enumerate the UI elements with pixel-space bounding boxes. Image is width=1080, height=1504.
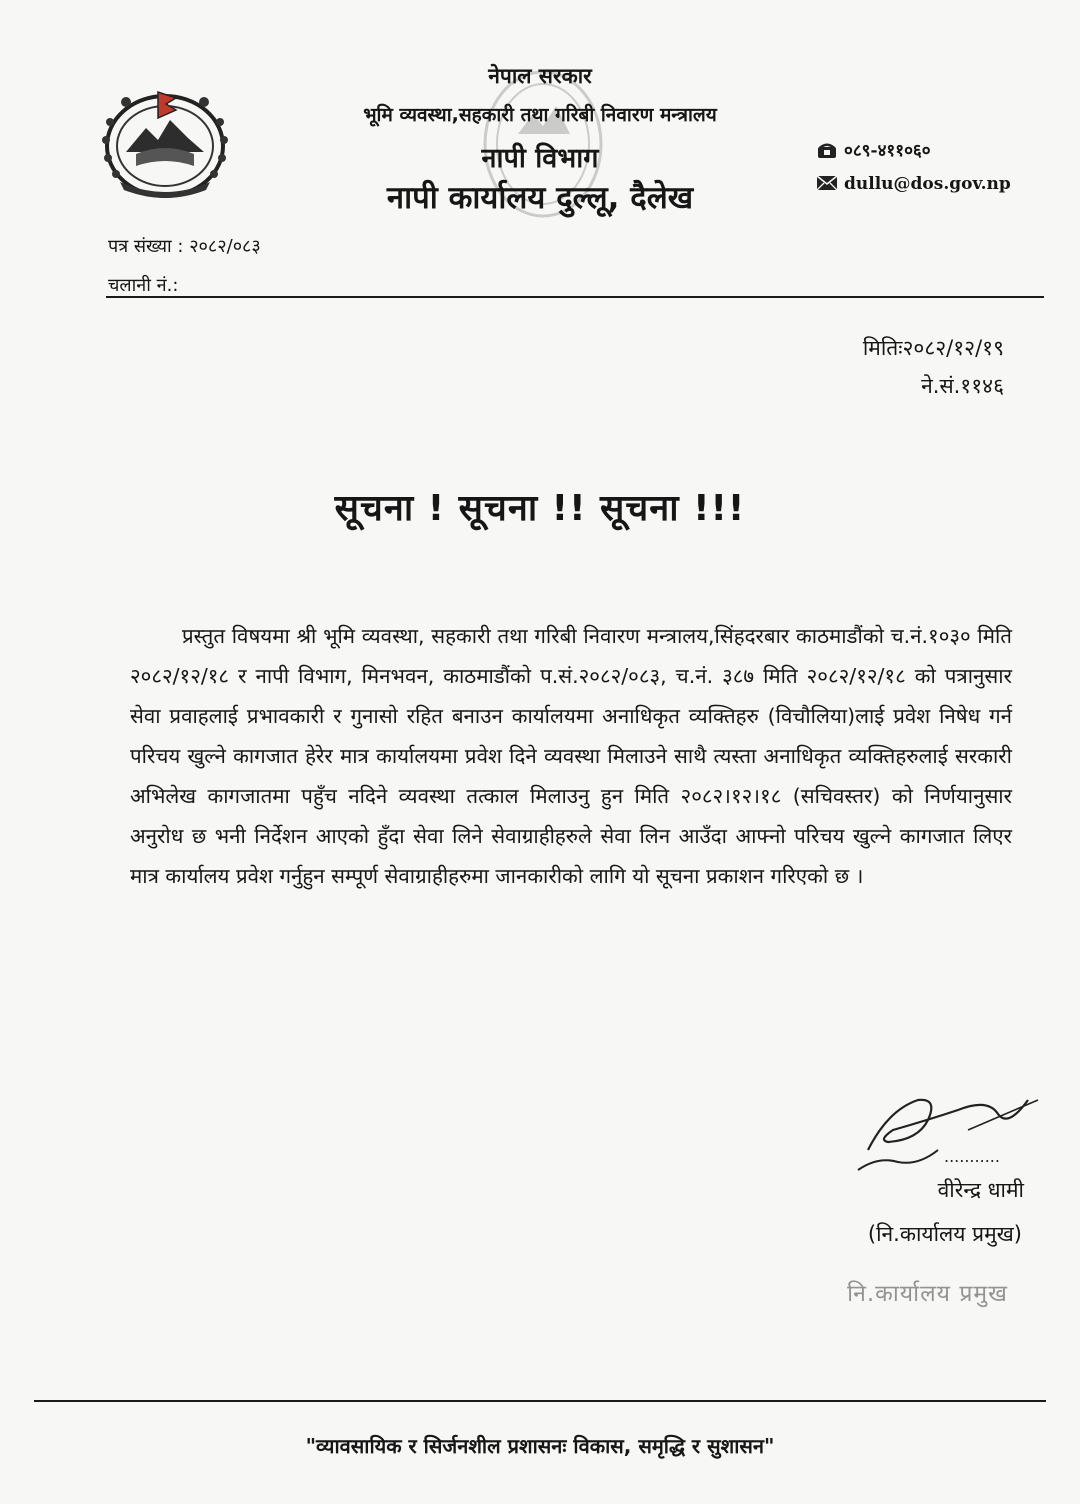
footer-divider bbox=[34, 1400, 1046, 1402]
contact-phone bbox=[816, 138, 931, 161]
government-name: नेपाल सरकार bbox=[488, 64, 592, 88]
email-address: dullu@dos.gov.np bbox=[844, 174, 1011, 194]
notice-body: प्रस्तुत विषयमा श्री भूमि व्यवस्था, सहकारी तथा गरिबी निवारण मन्त्रालय,सिंहदरबार काठमाडौंको च.नं.१०३० मिति २०८२/१२/१८ र नापी विभाग, मिनभवन, काठमाडौंको प.सं.२०८२/०८३, च.नं. ३८७ मिति २०८२/१२/१८ को पत्रानुसार सेवा प्रवाहलाई प्रभावकारी र गुनासो रहित बनाउन कार्यालयमा अनाधिकृत व्यक्तिहरु (विचौलिया)लाई प्रवेश निषेध गर्न परिचय खुल्ने कागजात हेरेर मात्र कार्यालयमा प्रवेश दिने व्यवस्था मिलाउने साथै त्यस्ता अनाधिकृत व्यक्तिहरुलाई सरकारी अभिलेख कागजातमा पहुँच नदिने व्यवस्था तत्काल मिलाउनु हुन मिति २०८२।१२।१८ (सचिवस्तर) को निर्णयानुसार अनुरोध छ भनी निर्देशन आएको हुँदा सेवा लिने सेवाग्राहीहरुले सेवा लिन आउँदा आफ्नो परिचय खुल्ने कागजात लिएर मात्र कार्यालय प्रवेश गर्नुहुन सम्पूर्ण सेवाग्राहीहरुमा जानकारीको लागि यो सूचना प्रकाशन गरिएको छ । bbox=[130, 624, 1012, 888]
header-divider bbox=[106, 296, 1044, 298]
designation-stamp: नि.कार्यालय प्रमुख bbox=[847, 1281, 1008, 1307]
dispatch-number: चलानी नं.: bbox=[108, 275, 179, 296]
date-bs: मितिः२०८२/१२/१९ bbox=[862, 336, 1004, 360]
phone-number: ०८९-४११०६० bbox=[844, 141, 931, 161]
notice-title: सूचना ! सूचना !! सूचना !!! bbox=[334, 488, 746, 529]
envelope-icon bbox=[816, 174, 838, 192]
nepal-emblem-icon bbox=[96, 82, 234, 204]
telephone-icon bbox=[816, 141, 838, 159]
contact-email bbox=[816, 174, 1011, 194]
footer-motto: "व्यावसायिक र सिर्जनशील प्रशासनः विकास, समृद्धि र सुशासन" bbox=[305, 1434, 775, 1458]
date-nepal-sambat: ने.सं.११४६ bbox=[921, 374, 1004, 398]
signatory-title: (नि.कार्यालय प्रमुख) bbox=[867, 1222, 1022, 1246]
department-name: नापी विभाग bbox=[481, 143, 599, 174]
office-name: नापी कार्यालय दुल्लू, दैलेख bbox=[386, 180, 694, 216]
signatory-name: वीरेन्द्र धामी bbox=[937, 1178, 1024, 1202]
signature-dots: ........... bbox=[944, 1147, 1000, 1166]
signature-icon bbox=[848, 1070, 1048, 1190]
letter-number: पत्र संख्या : २०८२/०८३ bbox=[108, 236, 261, 257]
ministry-name: भूमि व्यवस्था,सहकारी तथा गरिबी निवारण मन्त्रालय bbox=[363, 104, 717, 126]
